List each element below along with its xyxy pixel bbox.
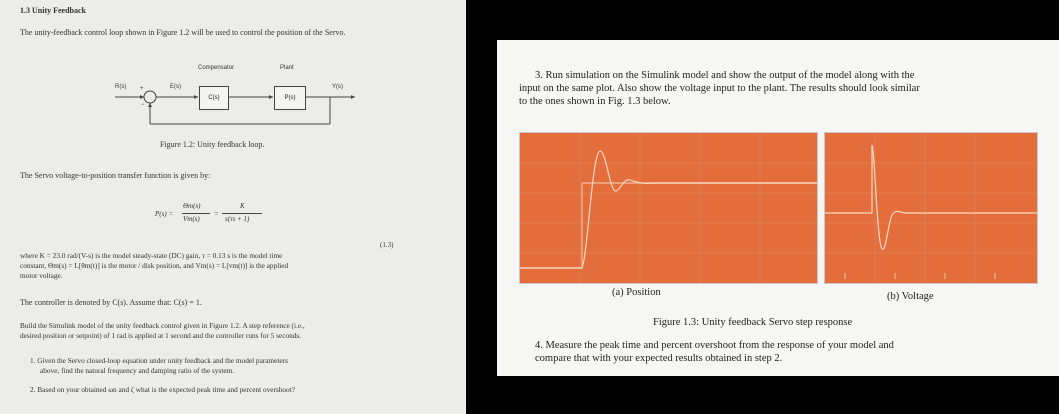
- left-page: [0, 0, 466, 414]
- plant-label: Plant: [280, 65, 294, 71]
- where-line-2: constant, Θm(s) = L[θm(t)] is the motor / disk position, and Vm(s) = L[vm(t)] is the applied: [20, 261, 289, 270]
- where-line-1: where K = 23.0 rad/(V-s) is the model steady-state (DC) gain, τ = 0.13 s is the model time: [20, 251, 283, 260]
- item-4-line-1: 4. Measure the peak time and percent overshoot from the response of your model and: [535, 340, 894, 351]
- eq-num2: K: [240, 202, 245, 210]
- item-1-line-2: above, find the natural frequency and damping ratio of the system.: [40, 366, 235, 375]
- eq-num1: Θm(s): [183, 202, 201, 210]
- e-label: E(s): [170, 84, 181, 90]
- tf-intro: The Servo voltage-to-position transfer function is given by:: [20, 171, 211, 180]
- build-line-1: Build the Simulink model of the unity feedback control given in Figure 1.2. A step reference (i.e.,: [20, 321, 305, 330]
- where-line-3: motor voltage.: [20, 271, 63, 280]
- block-diagram: [110, 60, 370, 130]
- eq-fraction-bar-2: [222, 213, 262, 214]
- c-block: C(s): [199, 86, 229, 110]
- figure-1-3-caption: Figure 1.3: Unity feedback Servo step response: [653, 317, 853, 328]
- position-plot-svg: [520, 133, 817, 283]
- compensator-label: Compensator: [198, 65, 235, 71]
- eq-fraction-bar-1: [182, 213, 210, 214]
- controller-text: The controller is denoted by C(s). Assume that: C(s) = 1.: [20, 298, 202, 307]
- y-label: Y(s): [332, 84, 343, 90]
- item-2-line-1: 2. Based on your obtained ωn and ζ what is the expected peak time and percent overshoot?: [30, 385, 295, 394]
- p-block: P(s): [274, 86, 306, 110]
- item-1-line-1: 1. Given the Servo closed-loop equation under unity feedback and the model parameters: [30, 356, 288, 365]
- caption-position: (a) Position: [612, 287, 661, 298]
- voltage-plot-svg: [825, 133, 1037, 283]
- section-title: 1.3 Unity Feedback: [20, 6, 86, 15]
- figure-1-2-caption: Figure 1.2: Unity feedback loop.: [160, 140, 265, 149]
- eq-den2: s(τs + 1): [225, 215, 250, 223]
- eq-lhs: P(s) =: [155, 210, 174, 218]
- diagram-lines: [110, 60, 370, 130]
- eq-den1: Vm(s): [183, 215, 200, 223]
- right-page: [497, 40, 1059, 376]
- item-3-line-1: 3. Run simulation on the Simulink model and show the output of the model along with the: [535, 70, 915, 81]
- r-label: R(s): [115, 84, 127, 90]
- minus-sign: −: [141, 102, 145, 108]
- voltage-plot: [824, 132, 1038, 284]
- intro-paragraph: The unity-feedback control loop shown in Figure 1.2 will be used to control the position of the Servo.: [20, 28, 346, 37]
- item-4-line-2: compare that with your expected results obtained in step 2.: [535, 353, 783, 364]
- position-plot: [519, 132, 818, 284]
- build-line-2: desired position or setpoint) of 1 rad is applied at 1 second and the controller runs for 5 seconds.: [20, 331, 302, 340]
- eq-number: (1.3): [380, 241, 394, 249]
- caption-voltage: (b) Voltage: [887, 291, 934, 302]
- item-3-line-3: to the ones shown in Fig. 1.3 below.: [519, 96, 671, 107]
- item-3-line-2: input on the same plot. Also show the voltage input to the plant. The results should look similar: [519, 83, 920, 94]
- plus-sign: +: [140, 86, 144, 92]
- eq-sign: =: [214, 210, 219, 218]
